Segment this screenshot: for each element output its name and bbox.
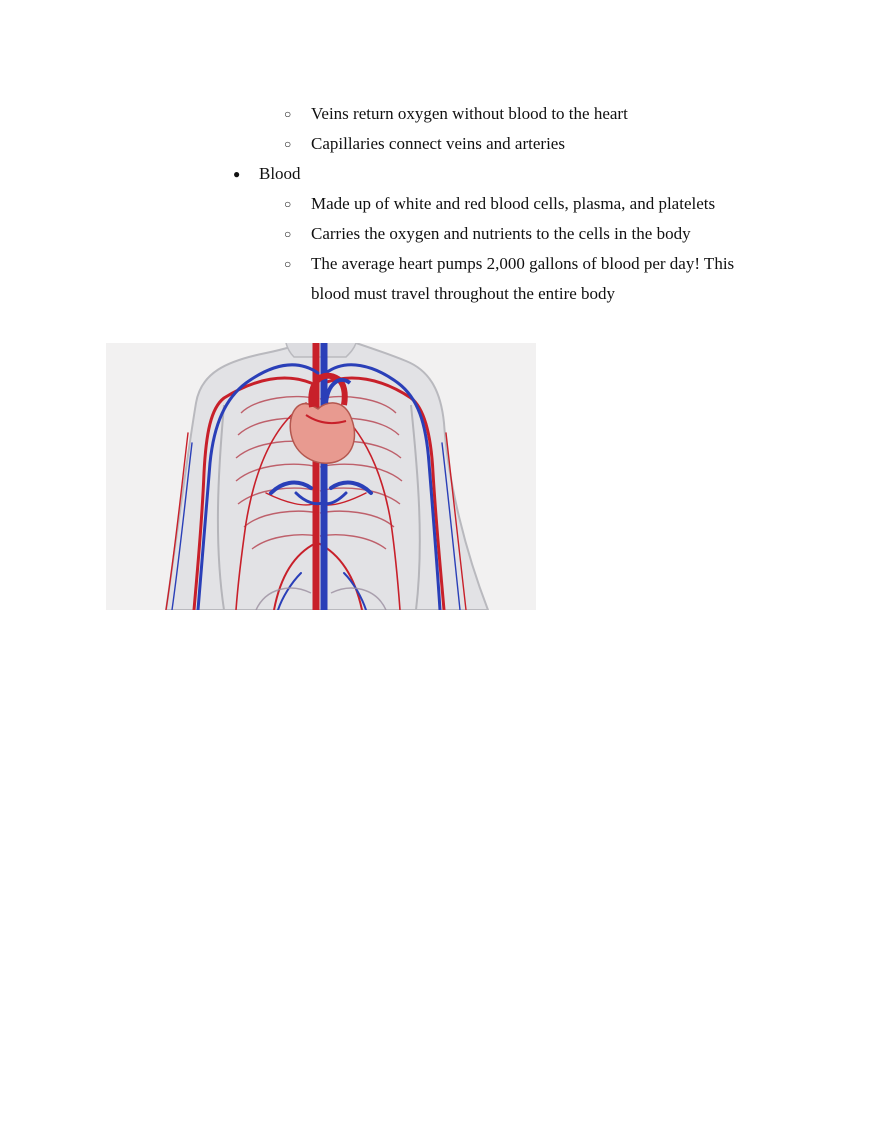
list-bullet: ○ (284, 137, 292, 151)
list-bullet: ○ (284, 257, 292, 271)
list-bullet: ● (233, 167, 241, 181)
list-item-average-heart: The average heart pumps 2,000 gallons of blood per day! This (311, 254, 735, 273)
list-item-made-up: Made up of white and red blood cells, plasma, and platelets (311, 194, 716, 213)
list-bullet: ○ (284, 107, 292, 121)
list-item-carries: Carries the oxygen and nutrients to the cells in the body (311, 224, 691, 243)
circulatory-system-icon (106, 343, 536, 610)
list-item-average-heart-continued: blood must travel throughout the entire body (311, 284, 616, 303)
list-bullet: ○ (284, 197, 292, 211)
circulatory-system-image (106, 343, 536, 610)
list-item-veins: Veins return oxygen without blood to the heart (311, 104, 628, 123)
list-bullet: ○ (284, 227, 292, 241)
list-item-blood: Blood (259, 164, 301, 183)
list-item-capillaries: Capillaries connect veins and arteries (311, 134, 565, 153)
